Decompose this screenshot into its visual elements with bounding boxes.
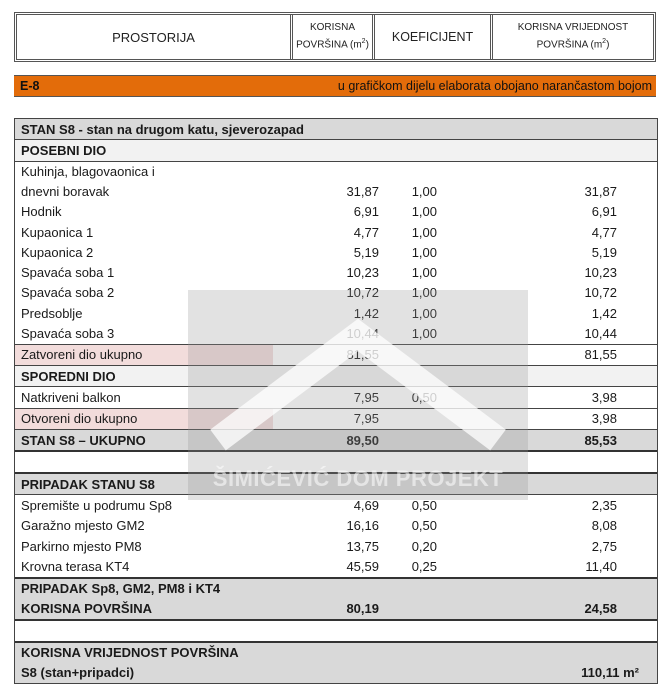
appurtenance-total-row [15,577,657,621]
section-posebni-dio [15,139,657,160]
header-koeficijent-label: KOEFICIJENT [391,30,474,44]
appurtenance-total-value: 24,58 [584,600,617,616]
item-name: Parkirno mjesto PM8 [21,538,142,554]
room-area: 31,87 [346,183,379,199]
table-row [15,303,657,323]
room-coef: 1,00 [411,265,437,281]
room-coef: 1,00 [411,244,437,260]
table-row [15,323,657,343]
table-row [15,536,657,556]
room-area: 5,19 [353,244,379,260]
appurtenance-title: PRIPADAK STANU S8 [21,476,155,492]
closed-total-label: Zatvoreni dio ukupno [15,345,273,365]
unit-color-note: u grafičkom dijelu elaborata obojano narančastom bojom [337,79,652,93]
room-name: Natkriveni balkon [21,389,121,405]
superscript: 2 [361,38,366,46]
unit-code: E-8 [20,79,40,93]
grand-total-row [15,641,657,683]
area-table [14,118,658,684]
spacer-row [15,621,657,641]
appurtenance-total-line1: PRIPADAK Sp8, GM2, PM8 i KT4 [21,580,221,596]
table-row [15,516,657,536]
item-area: 4,69 [353,498,379,514]
room-value: 10,72 [584,285,617,301]
room-value: 31,87 [584,183,617,199]
table-row [15,283,657,303]
item-area: 16,16 [346,518,379,534]
appurtenance-title-row [15,472,657,494]
room-name [15,162,273,202]
unit-total-value: 85,53 [584,432,617,448]
paren: ) [606,39,610,51]
room-coef: 1,00 [411,285,437,301]
room-coef: 1,00 [411,326,437,342]
item-coef: 0,20 [411,538,437,554]
closed-total-row [15,344,657,365]
item-name: Spremište u podrumu Sp8 [21,498,173,514]
item-coef: 0,25 [411,558,437,574]
room-area: 10,44 [346,326,379,342]
table-row [15,161,657,202]
header-korisna-line2-text: POVRŠINA (m [296,39,362,51]
watermark-text: ŠIMIĆEVIĆ DOM PROJEKT [212,466,504,491]
table-row [15,494,657,515]
section-label: SPOREDNI DIO [21,368,116,384]
grand-total-line1: KORISNA VRIJEDNOST POVRŠINA [21,644,239,660]
table-row [15,556,657,576]
room-value: 10,44 [584,326,617,342]
superscript: 2 [602,38,607,46]
header-vrijednost-line2 [518,35,629,52]
header-koeficijent [375,15,493,59]
table-row [15,262,657,282]
appurtenance-total-label [15,579,273,619]
item-value: 8,08 [591,518,617,534]
item-coef: 0,50 [411,498,437,514]
closed-total-value: 81,55 [584,347,617,363]
unit-title-row [15,118,657,139]
room-value: 6,91 [591,204,617,220]
appurtenance-total-line2: KORISNA POVRŠINA [21,600,152,616]
column-header-table [14,12,656,62]
spacer-row [15,452,657,472]
room-value: 4,77 [591,224,617,240]
room-name: Hodnik [21,204,62,220]
open-total-area: 7,95 [353,411,379,427]
room-area: 6,91 [353,204,379,220]
table-row [15,386,657,407]
open-total-label: Otvoreni dio ukupno [15,409,273,429]
room-area: 10,23 [346,265,379,281]
table-row [15,222,657,242]
unit-total-label: STAN S8 – UKUPNO [21,432,146,448]
room-area: 4,77 [353,224,379,240]
closed-total-area: 81,55 [346,347,379,363]
room-value: 10,23 [584,265,617,281]
item-name: Garažno mjesto GM2 [21,518,145,534]
paren: ) [365,39,369,51]
unit-total-row [15,429,657,452]
header-korisna-povrsina [293,15,375,59]
room-name: Spavaća soba 2 [21,285,115,301]
open-total-row [15,408,657,429]
item-coef: 0,50 [411,518,437,534]
item-area: 45,59 [346,558,379,574]
room-area: 7,95 [353,389,379,405]
item-area: 13,75 [346,538,379,554]
room-name: Spavaća soba 1 [21,265,115,281]
unit-total-area: 89,50 [346,432,379,448]
open-total-value: 3,98 [591,411,617,427]
header-korisna-line1: KORISNA [309,22,355,34]
unit-title: STAN S8 - stan na drugom katu, sjeverozapad [21,121,304,137]
room-name: Predsoblje [21,305,83,321]
room-coef: 0,50 [411,389,437,405]
item-value: 11,40 [585,558,617,574]
item-value: 2,35 [591,498,617,514]
room-coef: 1,00 [411,224,437,240]
section-label: POSEBNI DIO [21,142,107,158]
room-value: 5,19 [591,244,617,260]
room-name: Kupaonica 2 [21,244,94,260]
header-vrijednost-line1: KORISNA VRIJEDNOST [517,22,629,34]
header-prostorija [17,15,293,59]
room-coef: 1,00 [411,183,437,199]
appurtenance-total-area: 80,19 [346,600,379,616]
room-coef: 1,00 [411,204,437,220]
room-name: Spavaća soba 3 [21,326,115,342]
item-name: Krovna terasa KT4 [21,558,130,574]
grand-total-value: 110,11 m² [581,664,639,680]
room-area: 1,42 [353,305,379,321]
room-name: Kupaonica 1 [21,224,94,240]
room-name-line2: dnevni boravak [21,183,110,199]
table-row [15,202,657,222]
header-korisna-vrijednost [493,15,653,59]
header-vrijednost-line2-text: POVRŠINA (m [536,39,603,51]
room-value: 3,98 [591,389,617,405]
header-korisna-line2 [296,35,369,52]
item-value: 2,75 [591,538,617,554]
header-prostorija-label: PROSTORIJA [112,29,195,45]
grand-total-line2: S8 (stan+pripadci) [21,664,135,680]
section-sporedni-dio [15,365,657,386]
grand-total-label [15,643,273,683]
table-row [15,242,657,262]
room-name-line1: Kuhinja, blagovaonica i [21,163,155,179]
unit-code-bar [14,75,656,97]
room-area: 10,72 [346,285,379,301]
room-coef: 1,00 [411,305,437,321]
room-value: 1,42 [591,305,617,321]
